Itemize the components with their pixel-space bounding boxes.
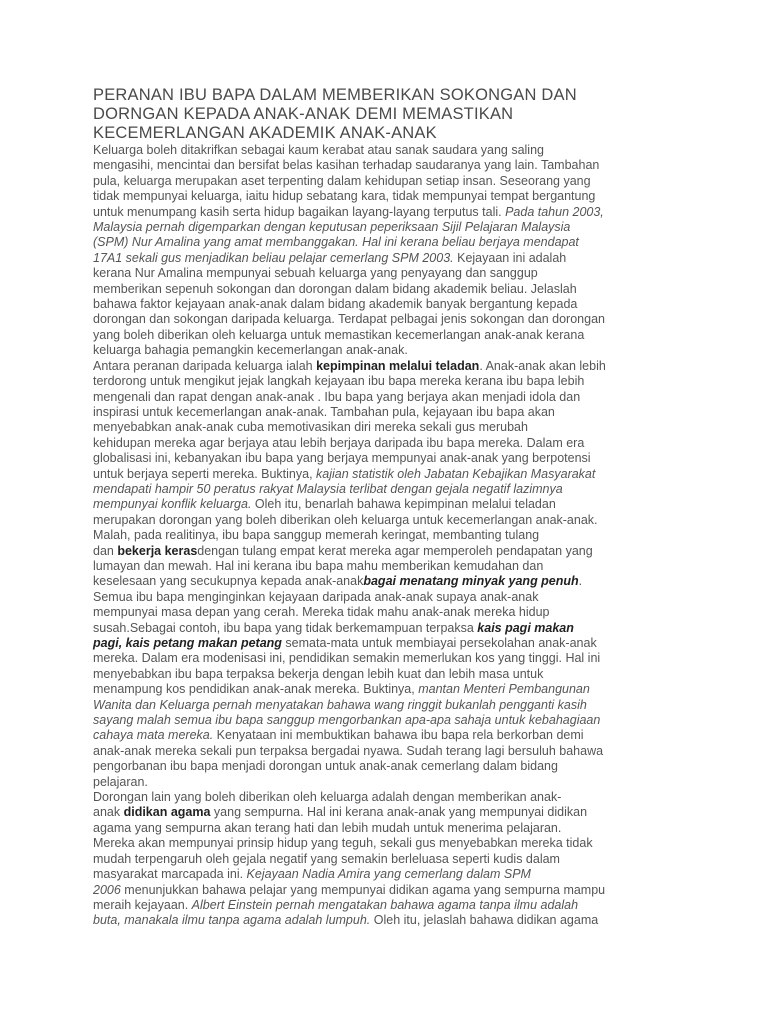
text-run: memberikan sepenuh sokongan dan dorongan dalam bidang akademik beliau. Jelaslah xyxy=(93,281,577,296)
text-run: pelajaran. xyxy=(93,774,148,789)
text-line xyxy=(93,266,710,281)
text-line xyxy=(93,143,710,158)
text-run: Keluarga boleh ditakrifkan sebagai kaum kerabat atau sanak saudara yang saling xyxy=(93,143,544,157)
text-run: dorongan dan sokongan daripada keluarga. Terdapat pelbagai jenis sokongan dan dorongan xyxy=(93,312,605,327)
text-run: susah.Sebagai contoh, ibu bapa yang tidak berkemampuan terpaksa xyxy=(93,620,478,635)
italic-phrase: Kejayaan Nadia Amira yang cemerlang dalam SPM xyxy=(246,867,531,882)
text-run: tidak mempunyai keluarga, iaitu hidup sebatang kara, tidak mempunyai tempat bergantung xyxy=(93,189,596,204)
italic-phrase: mantan Menteri Pembangunan xyxy=(418,682,590,697)
text-line xyxy=(93,713,710,728)
text-line xyxy=(93,821,710,836)
text-run: keselesaan yang secukupnya kepada anak-anak xyxy=(93,574,364,589)
bold-italic-phrase: bagai menatang minyak yang penuh xyxy=(363,574,579,589)
text-run: meraih kejayaan. xyxy=(93,897,192,912)
text-line xyxy=(93,775,710,790)
italic-phrase: (SPM) Nur Amalina yang amat membanggakan. Hal ini kerana beliau berjaya mendapat xyxy=(93,235,579,250)
title-line: KECEMERLANGAN AKADEMIK ANAK-ANAK xyxy=(93,124,437,142)
text-run: kehidupan mereka agar berjaya atau lebih berjaya daripada ibu bapa mereka. Dalam era xyxy=(93,435,585,450)
text-line xyxy=(93,220,710,235)
text-line xyxy=(93,390,710,405)
italic-phrase: cahaya mata mereka. xyxy=(93,728,214,743)
text-run: inspirasi untuk kecemerlangan anak-anak. Tambahan pula, kejayaan ibu bapa akan xyxy=(93,404,555,419)
text-run: dengan tulang empat kerat mereka agar memperoleh pendapatan yang xyxy=(197,543,593,558)
italic-phrase: kajian statistik oleh Jabatan Kebajikan Masyarakat xyxy=(316,466,596,481)
text-line xyxy=(93,544,710,559)
text-line xyxy=(93,574,710,589)
text-run: terdorong untuk mengikut jejak langkah kejayaan ibu bapa mereka kerana ibu bapa lebih xyxy=(93,374,585,389)
text-line xyxy=(93,328,710,343)
text-line xyxy=(93,251,710,266)
bold-italic-phrase: kais pagi makan xyxy=(477,620,574,635)
text-line xyxy=(93,235,710,250)
text-run: globalisasi ini, kebanyakan ibu bapa yang berjaya mempunyai anak-anak yang berpotensi xyxy=(93,451,591,466)
bold-phrase: bekerja keras xyxy=(117,543,198,558)
text-run: menyebabkan anak-anak cuba memotivasikan diri mereka sekali gus merubah xyxy=(93,420,528,435)
document-title xyxy=(93,86,710,143)
text-run: Kejayaan ini adalah xyxy=(453,250,567,265)
text-line xyxy=(93,467,710,482)
text-line xyxy=(93,790,710,805)
italic-phrase: Albert Einstein pernah mengatakan bahawa agama tanpa ilmu adalah xyxy=(191,897,579,912)
text-line xyxy=(93,682,710,697)
italic-phrase: Wanita dan Keluarga pernah menyatakan bahawa wang ringgit bukanlah pengganti kasih xyxy=(93,697,587,712)
bold-italic-phrase: pagi, kais petang makan petang xyxy=(93,636,282,650)
text-line xyxy=(93,744,710,759)
text-line xyxy=(93,913,710,928)
text-run: keluarga bahagia pemangkin kecemerlangan anak-anak. xyxy=(93,343,408,358)
italic-phrase: buta, manakala ilmu tanpa agama adalah lumpuh. xyxy=(93,913,371,928)
text-run: menyebabkan ibu bapa terpaksa bekerja dengan lebih kuat dan lebih masa untuk xyxy=(93,666,544,681)
text-run: yang boleh diberikan oleh keluarga untuk memastikan kecemerlangan anak-anak kerana xyxy=(93,327,585,342)
text-run: merupakan dorongan yang boleh diberikan oleh keluarga untuk kecemerlangan anak-anak. xyxy=(93,512,598,527)
text-line xyxy=(93,158,710,173)
text-line xyxy=(93,590,710,605)
text-line xyxy=(93,312,710,327)
text-line xyxy=(93,728,710,743)
text-run: mengenali dan rapat dengan anak-anak . Ibu bapa yang berjaya akan menjadi idola dan xyxy=(93,389,581,404)
text-line xyxy=(93,528,710,543)
text-run: lumayan dan mewah. Hal ini kerana ibu bapa mahu memberikan kemudahan dan xyxy=(93,558,544,573)
text-line xyxy=(93,405,710,420)
text-line xyxy=(93,759,710,774)
text-line xyxy=(93,898,710,913)
text-run: Dorongan lain yang boleh diberikan oleh keluarga adalah dengan memberikan anak- xyxy=(93,790,562,805)
text-line xyxy=(93,282,710,297)
text-run: menampung kos pendidikan anak-anak mereka. Buktinya, xyxy=(93,682,419,697)
text-line xyxy=(93,805,710,820)
text-run: mempunyai masa depan yang cerah. Mereka tidak mahu anak-anak mereka hidup xyxy=(93,605,550,620)
text-run: untuk menumpang kasih serta hidup bagaikan layang-layang terputus tali. xyxy=(93,204,506,219)
text-run: Oleh itu, jelaslah bahawa didikan agama xyxy=(370,913,599,928)
text-line xyxy=(93,852,710,867)
text-run: Semua ibu bapa menginginkan kejayaan daripada anak-anak supaya anak-anak xyxy=(93,589,539,604)
text-line xyxy=(93,605,710,620)
text-run: bahawa faktor kejayaan anak-anak dalam bidang akademik banyak bergantung kepada xyxy=(93,297,578,312)
text-run: dan xyxy=(93,543,118,558)
text-line xyxy=(93,836,710,851)
text-run: yang sempurna. Hal ini kerana anak-anak yang mempunyai didikan xyxy=(210,805,588,820)
text-line xyxy=(93,189,710,204)
text-line xyxy=(93,374,710,389)
bold-phrase: kepimpinan melalui teladan xyxy=(316,358,480,373)
italic-phrase: sayang malah semua ibu bapa sanggup mengorbankan apa-apa sahaja untuk kebahagiaan xyxy=(93,713,601,728)
italic-phrase: mempunyai konflik keluarga. xyxy=(93,497,252,512)
italic-phrase: mendapati hampir 50 peratus rakyat Malaysia terlibat dengan gejala negatif lazimnya xyxy=(93,481,563,496)
text-run: pula, keluarga merupakan aset terpenting dalam kehidupan setiap insan. Seseorang yang xyxy=(93,173,591,188)
title-line: PERANAN IBU BAPA DALAM MEMBERIKAN SOKONGAN DAN xyxy=(93,86,577,104)
text-line xyxy=(93,651,710,666)
text-line xyxy=(93,482,710,497)
text-line xyxy=(93,497,710,512)
text-run: untuk berjaya seperti mereka. Buktinya, xyxy=(93,466,317,481)
text-run: pengorbanan ibu bapa menjadi dorongan untuk anak-anak cemerlang dalam bidang xyxy=(93,759,558,774)
text-line xyxy=(93,559,710,574)
text-run: Oleh itu, benarlah bahawa kepimpinan melalui teladan xyxy=(251,497,556,512)
text-line xyxy=(93,636,710,651)
text-line xyxy=(93,343,710,358)
text-line xyxy=(93,883,710,898)
text-run: mereka. Dalam era modenisasi ini, pendidikan semakin memerlukan kos yang tinggi. Hal ini xyxy=(93,651,601,666)
text-line xyxy=(93,513,710,528)
document-body xyxy=(93,143,710,929)
text-line xyxy=(93,451,710,466)
text-run: semata-mata untuk membiayai persekolahan anak-anak xyxy=(281,636,597,650)
text-run: Mereka akan mempunyai prinsip hidup yang teguh, sekali gus menyebabkan mereka tidak xyxy=(93,836,593,851)
italic-phrase: Pada tahun 2003, xyxy=(505,204,604,219)
text-run: Kenyataan ini membuktikan bahawa ibu bapa rela berkorban demi xyxy=(213,728,584,743)
text-line xyxy=(93,359,710,374)
text-run: mengasihi, mencintai dan bersifat belas kasihan terhadap saudaranya yang lain. Tambahan xyxy=(93,158,600,173)
bold-phrase: didikan agama xyxy=(123,805,211,820)
text-line xyxy=(93,297,710,312)
italic-phrase: 17A1 sekali gus menjadikan beliau pelajar cemerlang SPM 2003. xyxy=(93,250,454,265)
text-line xyxy=(93,667,710,682)
text-line xyxy=(93,621,710,636)
text-run: Antara peranan daripada keluarga ialah xyxy=(93,358,317,373)
text-run: masyarakat marcapada ini. xyxy=(93,867,247,882)
text-run: kerana Nur Amalina mempunyai sebuah keluarga yang penyayang dan sanggup xyxy=(93,266,538,281)
text-run: menunjukkan bahawa pelajar yang mempunyai didikan agama yang sempurna mampu xyxy=(120,882,606,897)
italic-phrase: Malaysia pernah digemparkan dengan keputusan peperiksaan Sijil Pelajaran Malaysia xyxy=(93,220,571,235)
text-run: Malah, pada realitinya, ibu bapa sanggup memerah keringat, membanting tulang xyxy=(93,528,540,543)
text-run: . xyxy=(578,574,583,589)
text-line xyxy=(93,174,710,189)
text-line xyxy=(93,867,710,882)
text-run: anak-anak mereka sekali pun terpaksa bergadai nyawa. Sudah terang lagi bersuluh bahawa xyxy=(93,743,604,758)
text-run: . Anak-anak akan lebih xyxy=(479,358,606,373)
text-run: anak xyxy=(93,805,124,820)
title-line: DORNGAN KEPADA ANAK-ANAK DEMI MEMASTIKAN xyxy=(93,105,514,123)
text-run: mudah terpengaruh oleh gejala negatif yang semakin berleluasa seperti kudis dalam xyxy=(93,851,560,866)
italic-phrase: 2006 xyxy=(93,882,121,897)
text-line xyxy=(93,436,710,451)
text-line xyxy=(93,205,710,220)
text-line xyxy=(93,420,710,435)
text-run: agama yang sempurna akan terang hati dan lebih mudah untuk menerima pelajaran. xyxy=(93,820,562,835)
text-line xyxy=(93,698,710,713)
